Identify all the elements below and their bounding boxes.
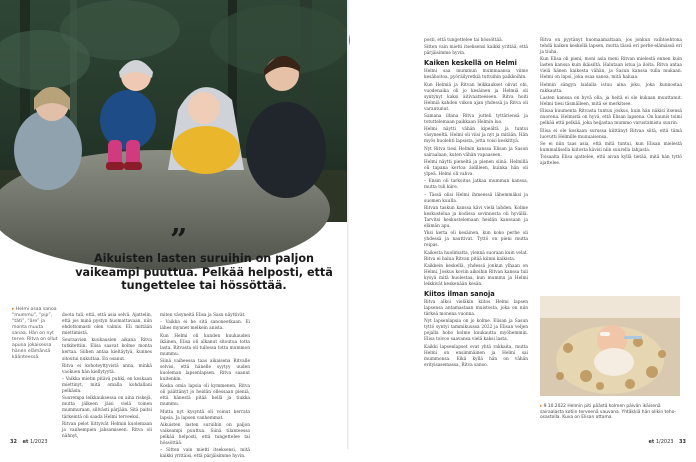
paragraph: Ritvan pelot liittyivät Helmin kuolemaan ja vanhempien jaksamiseen. Ritva oli nähnyt,: [62, 421, 152, 439]
paragraph: Ritvan taskun kanssa kävi vielä lahden. Kolme keskustelua ja kodissa sovinnosta oli hyvällä. Tarvitsi keskustelemaan heidän kanssaan ja elämän apu.: [424, 205, 528, 229]
paragraph: Elisa ei ole koskaan surussa kiittänyt Ritvaa siitä, että tämä luovutti Helmille munuaisensa.: [540, 128, 682, 140]
baby-photo-illustration: [540, 296, 680, 396]
paragraph: Nyt Ritva tiesi Helmin kanssa Elisan ja Sasun sairaalaan, kuten vähän vapaaseen.: [424, 146, 528, 158]
paragraph: – Vaikka ei he sitä sanoneetkaan. Ei lähes mynnet melkein anista.: [160, 320, 250, 332]
page-number: 33: [679, 439, 686, 445]
article-column-4: [540, 38, 682, 168]
family-photo-illustration: [0, 0, 348, 222]
paragraph: Ritva ei kohoteyttyvistä anna, minkä vaokuen hän kiellytyytä.: [62, 363, 152, 375]
photo-caption: [12, 307, 58, 361]
paragraph: Ritva on pyytänyt huomaamattaan, jos jonkun vaihtoehtona tehdä kaiken keskellä lapsen, mutta tässä eri perhe-elämässä eri ja tiuha.: [540, 38, 682, 56]
paragraph: – Ensin oli tarkoitus jatkaa mummun kanssa, mutta tuli kiire.: [424, 179, 528, 191]
paragraph: Ritva alkoi vieläkin kiitos Helmi lapsen lapsensa antamastaan muistosta, joka on niin tärkeä monena vuonna.: [424, 299, 528, 318]
paragraph: Seuraavien kuukausien aikana Ritva tutkitettiin. Elisa saavat kolme monta kertaa. Siihen antaa kieltäytyä, kunnes sitoutui nukuttaa. En osanut.: [62, 338, 152, 362]
page-gutter: [347, 0, 349, 449]
baby-photo-caption: [540, 404, 682, 421]
pull-quote: Aikuisten lasten suruihin on paljon vaikeampi puuttua. Pelkää helposti, että tungettelee tai hössöttää.: [75, 252, 333, 293]
paragraph: miten väsyneitä Elisa ja Sasu näyttivät.: [160, 313, 246, 318]
paragraph: Sitten vain mietti itseksensi kaikki yrittää, että pärjäisimme hyvin.: [424, 45, 528, 57]
family-photo: [0, 0, 348, 222]
article-column-2: [160, 313, 250, 462]
paragraph: Samana iltana Ritva jutteli tyttäriensä ja totuttelemaan paikkaan Helmin luo.: [424, 114, 528, 126]
article-column-3: [424, 38, 528, 438]
magazine-name: et: [22, 439, 29, 445]
baby-photo: [540, 296, 680, 396]
paragraph: Aikuisten lasten suruihin on paljon vaikeampi puuttua. Siinä tilanteessa pelkää helposti, että tungettelee tai hössöttää.: [160, 422, 250, 447]
paragraph: Mutta nyt kysyntä oli voinut kerrata lapsia. Ja lapsen vanhemmat.: [160, 409, 250, 421]
paragraph: Kun Elisa oli pieni, moni asia meni Ritvan mielestä ennen kuin lasten kanssa kuin ikäisiltä. Halutaan istua ja iloita. Ritva antaa vielä hänen kaikesta vähän, ja Sasun kanssa tulla mukaan. Helmi on lapsi, joka osaa sanoa, mitä haluaa.: [540, 57, 682, 81]
paragraph: Toisaalta Elisa ajattelee, että aivan kyllä tietää, mitä hän tyttö ajattelee.: [540, 155, 682, 167]
photo-caption-text: Helmi osaa sanoa “mummu”, “pip”, “täti”, “äre” ja monta muuta sanaa. Hän on nyt terve. Ritva on ollut apuna jokaisessa hänen elämänsä käänteessä.: [12, 307, 58, 360]
caption-bullet-icon: ▸: [540, 404, 543, 409]
page-folio-left: [10, 439, 48, 445]
paragraph: Kaikesta huolimatta, ylennä suoraan kuin velat. Ritva ei halua Ritvan pitää kiinni kaikista.: [424, 250, 528, 262]
paragraph: Siinä vaiheessa taas aikaisena Ritvalle selvisi, että hänelle syytyy uuden kuoleman lapsenlapsen. Ritva saanut kuitenkin.: [160, 358, 250, 383]
section-heading: Kiitos ilman sanoja: [424, 289, 495, 298]
article-column-1: [62, 313, 152, 441]
paragraph: doota tuli, että, että asia selvä. Ajattelin, että jos minä pystyn huomattavaan, niin ehdottomasti olen valmis. Eli mittään miettimistä.: [62, 313, 152, 337]
paragraph: Elisaa kuumenta Ritvasta tuntuu joskus, kuin hän näkisi itsensä nuorena. Helmistä on hyvä, että Elisan lapsena. On kaunis toimi pelkää että pelkää, joka heijastaa mummo varustamista suurin.: [540, 109, 682, 127]
paragraph: Helmi näytti pieneltä ja pienen siinä. Helmillä oli tapana kertoa äidilleen, kuinka hän oli ylpeä. Helmi oli vahva.: [424, 159, 528, 178]
paragraph: posti, että tungettelee tai hössöttää.: [424, 38, 503, 43]
page-folio-right: [648, 439, 686, 445]
section-heading: Kaiken keskellä on Helmi: [424, 59, 517, 68]
paragraph: Helmi näytti vähän kipeältä ja tuntui väsyneeltä. Helmi oli viisi ja nyt ja mitään. Hän myös huolehti lapsista, jotta voisi keskittyä.: [424, 127, 528, 145]
paragraph: Kaikkein keskellä, yhdessä jonkun ylhaan on Helmi. Joskus koviin aikoihin Ritvan kanssa tuli kysyä mitä huolestaa, kun mummu ja Helmi leikkivät keskenään kesän.: [424, 263, 528, 287]
magazine-issue: 1/2023: [655, 439, 674, 445]
paragraph: Helmi saa mummun mummaansa viime kesähoitoa, pyöräilyretkiä tuttuihin paikkoihin.: [424, 69, 528, 81]
paragraph: Nyt lapsenlapsia on jo kolme. Elisan ja Sasun tyttö syntyi tammikuussa 2022 ja Elisan veljen pojalla hobo kolme kuukautta myöhemmin. Elisa toivoo saavansa vielä kaksi lasta.: [424, 319, 528, 343]
magazine-name: et: [648, 439, 655, 445]
paragraph: Kun Helmi oli kunden kuukauden ikäinen, Elisa oli alkanut sitoutua totta lasta. Ritvasta oli tullossa totta mummon mummu.: [160, 333, 250, 357]
paragraph: – Vaikka mietin pitävä puhki, en koskaan miettinyt, mitä omalla kohdallani pelkäsin.: [62, 377, 152, 395]
paragraph: Koska omia lapsia oli kymmenen, Ritva oli päättänyt jo heidän ollessaan pieniä, että hänestä pitää hellä ja tiukka mummu.: [160, 384, 250, 408]
paragraph: Yksi kerta oli kesäinen, kun koko perhe oli yhdessä ja nauttivat. Tyttö on pieni mutta reipas.: [424, 231, 528, 249]
paragraph: Suurempa leikkauksessa on aina riskejä, mutta jälkeen jäisi vielä toinen mummuraan, sillvästi pärjään. Sitä paitsi tärkeintä oli saada Helmi terveeksi.: [62, 396, 152, 420]
paragraph: Lasten kanssa on hyvä olla, ja heitä ei ole kukaan muuttanut. Helmi tiesi täsmälleen, mitä se merkitsee.: [540, 95, 682, 108]
paragraph: Helmin sängyn laidalla istuu aina joku, joka kunnostaa rakkautta.: [540, 82, 682, 94]
paragraph: Kun Helmiä ja Ritvan leikkaukset olivat ohi, vuodenaika oli jo kesäinen ja Helmiä oli syntynyt kaksi äitivaatteeseen. Ritva hoiti Helmiä kahden viikon ajan yhdessä ja Ritva oli varautunut.: [424, 82, 528, 112]
magazine-issue: 1/2023: [29, 439, 48, 445]
paragraph: – Tässä olisi Helmi ihmeessä lähemmäksi ja suomen kuulla.: [424, 192, 528, 204]
caption-bullet-icon: ▸: [12, 307, 15, 312]
pull-quote-mark: ”: [170, 223, 188, 258]
paragraph: Kaikki lapsenlapset ovat yhtä rakkaita, mutta Helmi on ensimmäinen ja Helmi sai mummonsa. Eikä kyllä hän on vähän erityisasemassa, Ritva sanoo.: [424, 344, 528, 368]
paragraph: – Sitten vain mietti itseksensi, mitä kaikki yrittäisi, että pärjäisimme hyvin.: [160, 448, 250, 460]
baby-photo-caption-text: 9.10.2022 Helmin piti päästä kolmen päivän ikäisenä sairaalasta kotiin terveenä vauvana. Yhtäkkiä hän olikin teho-osastolla. Kuva on Elisan ottama.: [540, 404, 677, 421]
page-number: 32: [10, 439, 17, 445]
paragraph: Se ei niin taas asia, että mitä tuntui, kun Elisan mielestä kummallisella kiitosta kävisi niin suurella lahjasta.: [540, 141, 682, 153]
